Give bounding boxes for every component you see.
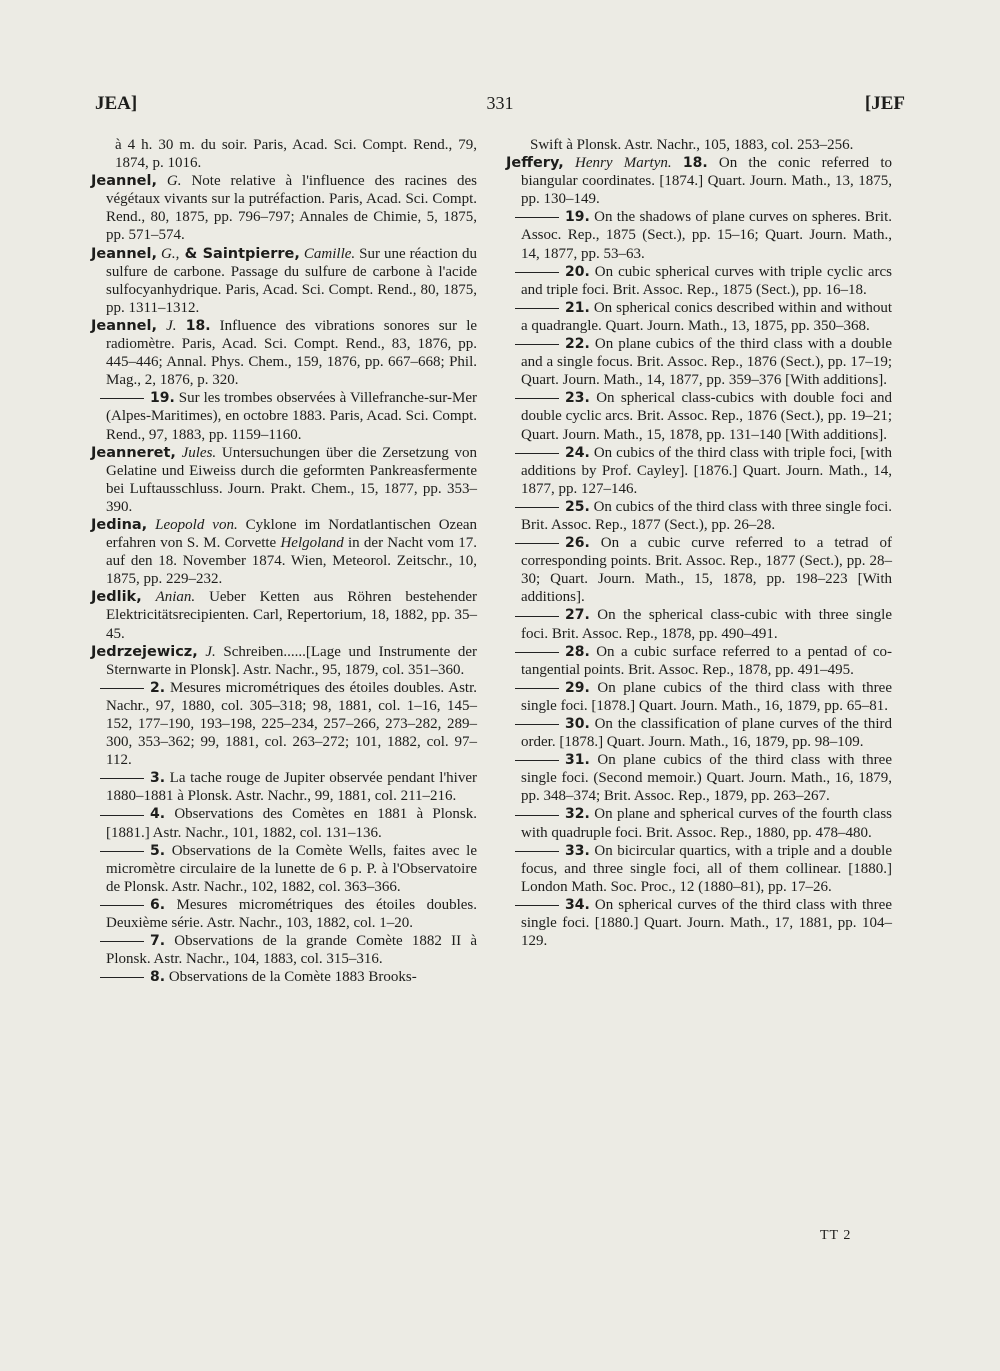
entry-number: 6. — [150, 896, 166, 913]
signature-mark: TT 2 — [820, 1228, 852, 1243]
entry-number: 18. — [682, 155, 708, 172]
bibliography-subentry — [506, 643, 892, 679]
entry-number: 34. — [565, 896, 590, 913]
entry-text: Schreiben......[Lage und Instrumente der Sternwarte in Plonsk]. Astr. Nachr., 95, 1879, col. 351–360. — [106, 643, 478, 678]
bibliography-subentry — [506, 498, 892, 534]
ditto-dash — [100, 398, 144, 399]
ditto-dash — [515, 652, 559, 653]
author-given-name: G., — [161, 245, 180, 262]
entry-text: On spherical conics described within and without a quadrangle. Quart. Journ. Math., 13, 1875, pp. 350–368. — [521, 299, 892, 334]
entry-text: On spherical curves of the third class with three single foci. [1880.] Quart. Journ. Math., 17, 1881, pp. 104–129. — [521, 896, 892, 950]
entry-text: Observations de la Comète Wells, faites avec le micromètre circulaire de la lunette de 6 p. P. à l'Observatoire de Plonsk. Astr. Nachr., 102, 1882, col. 363–366. — [106, 842, 477, 895]
bibliography-subentry — [506, 751, 892, 805]
bibliography-subentry — [506, 389, 892, 443]
entry-text: On the conic referred to biangular coordinates. [1874.] Quart. Journ. Math., 13, 1875, pp. 130–149. — [521, 155, 892, 208]
bibliography-entry — [91, 444, 477, 516]
bibliography-subentry — [506, 208, 892, 262]
ditto-dash — [515, 815, 559, 816]
bibliography-entry — [91, 588, 477, 642]
coauthor-given-name: Camille. — [303, 245, 356, 262]
ditto-dash — [515, 344, 559, 345]
entry-number: 18. — [185, 317, 211, 334]
entry-text: à 4 h. 30 m. du soir. Paris, Acad. Sci. Compt. Rend., 79, 1874, p. 1016. — [115, 137, 477, 172]
entry-number: 24. — [565, 444, 590, 461]
entry-text: Sur les trombes observées à Villefranche-sur-Mer (Alpes-Maritimes), en octobre 1883. Paris, Acad. Sci. Compt. Rend., 97, 1883, pp. 1159–1160. — [106, 390, 477, 443]
ditto-dash — [100, 688, 144, 689]
author-given-name: Anian. — [155, 589, 196, 606]
author-given-name: G. — [166, 173, 182, 190]
entry-number: 33. — [565, 842, 590, 859]
entry-text: Sur une réaction du sulfure de carbone. Passage du sulfure de carbone à l'acide sulfocyanhydrique. Paris, Acad. Sci. Compt. Rend., 80, 1875, pp. 1311–1312. — [106, 245, 477, 316]
bibliography-subentry — [91, 896, 477, 932]
ditto-dash — [100, 778, 144, 779]
entry-text: Cyklone im Nordatlantischen Ozean erfahren von S. M. Corvette — [106, 516, 478, 552]
bibliography-subentry — [506, 715, 892, 751]
entry-number: 32. — [565, 806, 590, 823]
entry-text: Untersuchungen über die Zersetzung von Gelatine und Eiweiss durch die geformten Pankreasfermente bei Luftausschluss. Journ. Prakt. Chem., 15, 1877, pp. 353–390. — [106, 444, 478, 515]
bibliography-subentry — [506, 679, 892, 715]
entry-number: 20. — [565, 263, 590, 280]
author-name: Jeffery, — [506, 155, 564, 172]
bibliography-entry — [91, 317, 477, 389]
entry-text: On plane and spherical curves of the fourth class with quadruple foci. Brit. Assoc. Rep., 1880, pp. 478–480. — [521, 806, 892, 841]
entry-text: On plane cubics of the third class with a double and a single focus. Brit. Assoc. Rep., 1876 (Sect.), pp. 17–19; Quart. Journ. Math., 14, 1877, pp. 359–376 [With additions]. — [521, 336, 892, 389]
bibliography-subentry — [91, 805, 477, 841]
bibliography-subentry — [506, 805, 892, 841]
ditto-dash — [515, 217, 559, 218]
bibliography-subentry — [91, 389, 477, 443]
right-column — [506, 136, 892, 950]
bibliography-entry — [91, 643, 477, 679]
header-right-guide: [JEF — [864, 93, 905, 114]
entry-number: 31. — [565, 752, 590, 769]
entry-number: 23. — [565, 390, 590, 407]
author-name: Jedina, — [91, 516, 148, 533]
bibliography-subentry — [506, 335, 892, 389]
ditto-dash — [515, 507, 559, 508]
entry-text: On plane cubics of the third class with three single foci. (Second memoir.) Quart. Journ. Math., 16, 1879, pp. 348–374; Brit. Assoc. Rep., 1879, pp. 263–267. — [521, 752, 892, 805]
author-given-name: J. — [205, 643, 216, 660]
entry-number: 5. — [150, 842, 166, 859]
bibliography-entry — [91, 245, 477, 317]
author-given-name: Leopold von. — [155, 516, 238, 533]
header-left-guide: JEA] — [95, 93, 138, 114]
ditto-dash — [515, 905, 559, 906]
entry-number: 3. — [150, 770, 166, 787]
ditto-dash — [515, 688, 559, 689]
entry-number: 30. — [565, 716, 590, 732]
bibliography-subentry — [506, 606, 892, 642]
entry-number: 28. — [565, 643, 590, 660]
entry-number: 29. — [565, 679, 590, 696]
entry-number: 21. — [565, 299, 590, 316]
entry-text: Influence des vibrations sonores sur le radiomètre. Paris, Acad. Sci. Compt. Rend., 83, 1876, pp. 445–446; Annal. Phys. Chem., 159, 1876, pp. 667–668; Phil. Mag., 2, 1876, p. 320. — [106, 317, 478, 389]
bibliography-entry — [91, 516, 477, 588]
author-given-name: Jules. — [181, 444, 217, 461]
continued-entry — [91, 136, 477, 172]
entry-number: 19. — [565, 209, 590, 226]
running-header — [95, 93, 905, 119]
author-name: Jeannel, — [91, 317, 157, 334]
entry-text: On the classification of plane curves of the third order. [1878.] Quart. Journ. Math., 16, 1879, pp. 98–109. — [521, 716, 892, 751]
bibliography-subentry — [91, 932, 477, 968]
bibliography-subentry — [506, 842, 892, 896]
bibliography-subentry — [506, 263, 892, 299]
author-name: Jeannel, — [91, 245, 157, 262]
entry-text: Ueber Ketten aus Röhren bestehender Elektricitätsrecipienten. Carl, Repertorium, 18, 1882, pp. 35–45. — [106, 589, 477, 642]
entry-number: 2. — [150, 679, 166, 696]
entry-text-continued: in der Nacht vom 17. auf den 18. November 1874. Wien, Meteorol. Zeitschr., 10, 1875, pp. 229–232. — [106, 535, 477, 588]
entry-number: 19. — [150, 390, 175, 407]
bibliography-subentry — [91, 968, 477, 986]
continued-entry — [506, 136, 892, 154]
entry-text: On plane cubics of the third class with three single foci. [1878.] Quart. Journ. Math., 16, 1879, pp. 65–81. — [521, 679, 892, 714]
left-column — [91, 136, 477, 986]
entry-text: On the shadows of plane curves on spheres. Brit. Assoc. Rep., 1875 (Sect.), pp. 15–16; Quart. Journ. Math., 14, 1877, pp. 53–63. — [521, 209, 892, 262]
entry-text: Mesures micrométriques des étoiles doubles. Deuxième série. Astr. Nachr., 103, 1882, col. 1–20. — [106, 896, 477, 932]
author-name: Jedrzejewicz, — [91, 643, 198, 660]
bibliography-subentry — [506, 896, 892, 950]
ditto-dash — [100, 851, 144, 852]
page-number: 331 — [486, 93, 514, 113]
ditto-dash — [100, 815, 144, 816]
entry-text: On cubics of the third class with three single foci. Brit. Assoc. Rep., 1877 (Sect.), pp. 26–28. — [521, 498, 892, 533]
ditto-dash — [515, 453, 559, 454]
author-given-name: Henry Martyn. — [575, 155, 672, 172]
ditto-dash — [515, 272, 559, 273]
bibliography-subentry — [91, 842, 477, 896]
ditto-dash — [515, 308, 559, 309]
entry-text: Observations de la grande Comète 1882 II à Plonsk. Astr. Nachr., 104, 1883, col. 315–316. — [106, 933, 477, 968]
entry-text: La tache rouge de Jupiter observée pendant l'hiver 1880–1881 à Plonsk. Astr. Nachr., 99, 1881, col. 211–216. — [106, 770, 477, 805]
ditto-dash — [515, 760, 559, 761]
entry-text: On the spherical class-cubic with three single foci. Brit. Assoc. Rep., 1878, pp. 490–491. — [521, 607, 892, 642]
entry-number: 8. — [150, 969, 166, 986]
entry-text: Mesures micrométriques des étoiles doubles. Astr. Nachr., 97, 1880, col. 305–318; 98, 1881, col. 1–16, 145–152, 177–190, 193–198, 225–234, 257–266, 273–282, 289–300, 353–362; 99, 1881, col. 263–272; 101, 1882, col. 97–112. — [106, 679, 477, 769]
bibliography-subentry — [506, 534, 892, 606]
entry-text: Swift à Plonsk. Astr. Nachr., 105, 1883, col. 253–256. — [530, 137, 854, 153]
ditto-dash — [515, 851, 559, 852]
entry-number: 27. — [565, 607, 590, 624]
ditto-dash — [515, 398, 559, 399]
entry-text: On cubics of the third class with triple foci, [with additions by Prof. Cayley]. [1876.] Quart. Journ. Math., 14, 1877, pp. 127–146. — [521, 444, 892, 497]
author-name: Jeanneret, — [91, 444, 176, 461]
bibliography-subentry — [91, 769, 477, 805]
entry-number: 25. — [565, 498, 590, 515]
ditto-dash — [515, 543, 559, 544]
entry-text: On a cubic curve referred to a tetrad of corresponding points. Brit. Assoc. Rep., 1877 (Sect.), pp. 28–30; Quart. Journ. Math., 15, 1878, pp. 198–223 [With additions]. — [521, 535, 892, 606]
bibliography-subentry — [506, 444, 892, 498]
entry-text: Observations des Comètes en 1881 à Plonsk. [1881.] Astr. Nachr., 101, 1882, col. 131–136. — [106, 806, 477, 841]
entry-number: 22. — [565, 336, 590, 353]
ditto-dash — [515, 616, 559, 617]
entry-number: 26. — [565, 535, 590, 552]
ship-name: Helgoland — [280, 535, 344, 552]
bibliography-entry — [506, 154, 892, 208]
bibliography-subentry — [91, 679, 477, 769]
ditto-dash — [100, 977, 144, 978]
entry-text: On spherical class-cubics with double foci and double cyclic arcs. Brit. Assoc. Rep., 1876 (Sect.), pp. 19–21; Quart. Journ. Math., 15, 1878, pp. 131–140 [With additions]. — [521, 390, 892, 443]
entry-text: On a cubic surface referred to a pentad of co-tangential points. Brit. Assoc. Rep., 1878, pp. 491–495. — [521, 643, 892, 678]
entry-number: 4. — [150, 806, 166, 823]
entry-number: 7. — [150, 933, 166, 950]
ditto-dash — [100, 905, 144, 906]
author-name: Jedlik, — [91, 589, 142, 606]
ditto-dash — [100, 941, 144, 942]
author-given-name: J. — [166, 317, 177, 334]
entry-text: On cubic spherical curves with triple cyclic arcs and triple foci. Brit. Assoc. Rep., 1875 (Sect.), pp. 16–18. — [521, 263, 892, 298]
author-name: Jeannel, — [91, 173, 157, 190]
ditto-dash — [515, 724, 559, 725]
bibliography-subentry — [506, 299, 892, 335]
entry-text: Note relative à l'influence des racines des végétaux vivants sur la putréfaction. Paris, Acad. Sci. Compt. Rend., 80, 1875, pp. 796–797; Annales de Chimie, 5, 1875, pp. 571–574. — [106, 173, 477, 244]
entry-text: On bicircular quartics, with a triple and a double focus, and three single foci, all of them collinear. [1880.] London Math. Soc. Proc., 12 (1880–81), pp. 17–26. — [521, 842, 892, 895]
entry-text: Observations de la Comète 1883 Brooks- — [165, 969, 417, 986]
coauthor-name: & Saintpierre, — [179, 245, 300, 262]
bibliography-entry — [91, 172, 477, 244]
